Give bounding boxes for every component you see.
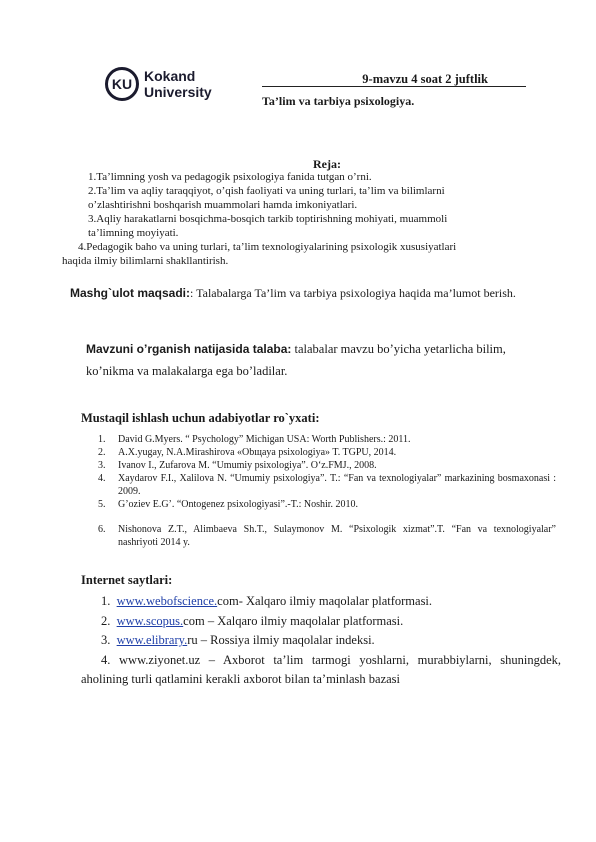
scopus-link[interactable]: www.scopus. <box>116 613 184 628</box>
plan-item: o’zlashtirishni boshqarish muammolari hamda imkoniyatlari. <box>88 199 358 211</box>
lesson-goal-label: Mashg`ulot maqsadi: <box>70 286 191 300</box>
svg-text:KU: KU <box>111 76 133 92</box>
svg-text:University: University <box>144 84 212 100</box>
literature-item: 4. Xaydarov F.I., Xalilova N. “Umumiy psixologiya”. T.: “Fan va texnologiyalar” markazining bosmaxonasi : 2009. <box>98 473 556 497</box>
plan-item: 1.Ta’limning yosh va pedagogik psixologiya fanida tutgan o’rni. <box>88 171 372 183</box>
internet-item: 1. www.webofscience.com- Xalqaro ilmiy maqolalar platformasi. <box>101 594 433 608</box>
internet-list <box>81 592 561 690</box>
plan-item: 4.Pedagogik baho va uning turlari, ta’lim texnologiyalarining psixologik xususiyatlari <box>78 241 457 253</box>
internet-item: 2. www.scopus.com – Xalqaro ilmiy maqolalar platformasi. <box>101 613 404 628</box>
literature-item: 5. G’oziev E.G’. “Ontogenez psixologiyasi”.-T.: Noshir. 2010. <box>98 499 359 510</box>
internet-item: 3. www.elibrary.ru – Rossiya ilmiy maqolalar indeksi. <box>101 633 375 647</box>
literature-item: 1. David G.Myers. “ Psychology” Michigan USA: Worth Publishers.: 2011. <box>98 434 411 445</box>
learning-outcome-text: talabalar mavzu bo’yicha yetarlicha bilim, ko’nikma va malakalarga ega bo’ladilar. <box>86 342 506 378</box>
internet-item: 4. www.ziyonet.uz – Axborot ta’lim tarmogi yoshlarni, murabbiylarni, shuningdek, aholining turli qatlamini kerakli axborot bilan ta’minlash bazasi <box>81 652 561 686</box>
plan-item: haqida ilmiy bilimlarni shakllantirish. <box>62 255 229 267</box>
literature-list <box>96 433 556 549</box>
webofscience-link[interactable]: www.webofscience. <box>116 594 218 608</box>
plan-item: 3.Aqliy harakatlarni bosqichma-bosqich tarkib toptirishning mohiyati, muammoli <box>88 213 448 225</box>
plan-heading: Reja: <box>313 157 341 171</box>
topic-underline <box>262 73 526 87</box>
kokand-university-logo <box>104 66 234 102</box>
plan-item: 2.Ta’lim va aqliy taraqqiyot, o’qish faoliyati va uning turlari, ta’lim va bilimlarni <box>88 185 445 197</box>
topic-title: 9-mavzu 4 soat 2 juftlik <box>362 72 488 86</box>
plan-item: ta’limning moyiyati. <box>88 227 179 239</box>
literature-heading: Mustaqil ishlash uchun adabiyotlar ro`yxati: <box>81 411 320 425</box>
literature-item: 2. A.X.yugay, N.A.Mirashirova «Obщaya psixologiya» T. TGPU, 2014. <box>98 447 397 458</box>
svg-text:Kokand: Kokand <box>144 68 196 84</box>
learning-outcome <box>86 338 556 382</box>
learning-outcome-label: Mavzuni o’rganish natijasida talaba: <box>86 342 292 356</box>
literature-item: 3. Ivanov I., Zufarova M. “Umumiy psixologiya”. O‘z.FMJ., 2008. <box>98 460 377 471</box>
lesson-goal <box>62 283 522 303</box>
subject-title: Ta’lim va tarbiya psixologiya. <box>262 94 415 108</box>
literature-item: 6. Nishonova Z.T., Alimbaeva Sh.T., Sulaymonov M. “Psixologik xizmat”.T. “Fan va texnologiyalar” nashriyoti 2014 y. <box>98 524 556 548</box>
lesson-goal-text: : Talabalarga Ta’lim va tarbiya psixologiya haqida ma’lumot berish. <box>190 286 516 300</box>
elibrary-link[interactable]: www.elibrary. <box>116 633 188 647</box>
internet-heading: Internet saytlari: <box>81 573 173 587</box>
